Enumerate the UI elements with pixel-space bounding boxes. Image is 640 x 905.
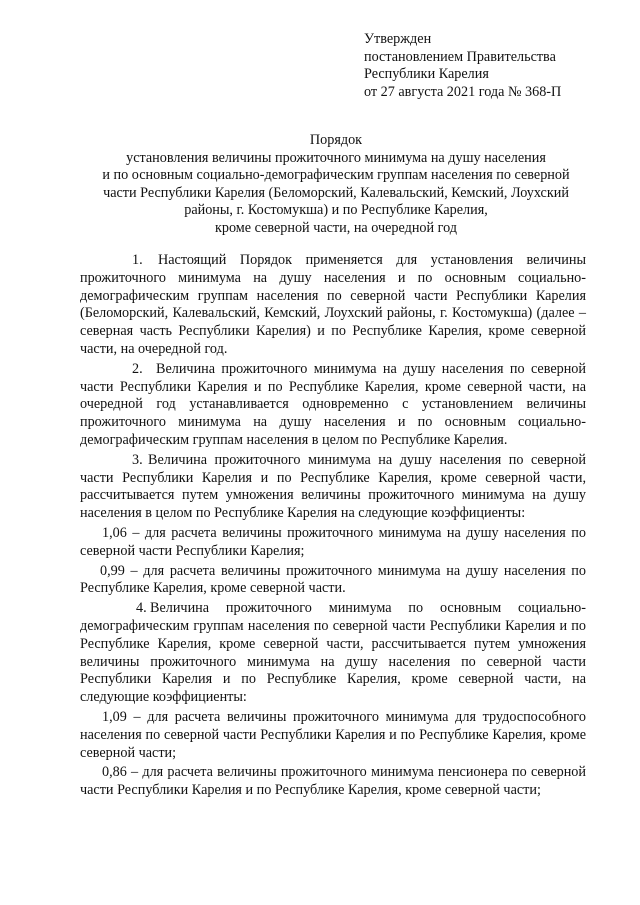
paragraph-2 <box>80 361 586 450</box>
document-body <box>80 252 586 802</box>
paragraph-3a: 1,06 – для расчета величины прожиточного минимума на душу населения по северной части Республики Карелия; <box>80 524 586 559</box>
approval-line-resolution: постановлением Правительства <box>364 48 556 65</box>
paragraph-4a: 1,09 – для расчета величины прожиточного минимума для трудоспособного населения по северной части Республики Карелия и по Республике Карелия, кроме северной части; <box>80 708 586 761</box>
approval-line-date-number: от 27 августа 2021 года № 368-П <box>364 83 562 100</box>
paragraph-1 <box>80 252 586 359</box>
title-line-5: районы, г. Костомукша) и по Республике Карелия, <box>184 202 488 218</box>
paragraph-3 <box>80 452 586 523</box>
paragraph-3-number: 3. <box>132 451 143 468</box>
paragraph-3b: 0,99 – для расчета величины прожиточного минимума на душу населения по Республике Карелия, кроме северной части. <box>80 562 586 597</box>
paragraph-2-text: Величина прожиточного минимума на душу населения по северной части Республики Карелия и по Республике Карелия, кроме северной части, на очередной год устанавливается одновременно с установлением величины прожиточного минимума на душу населения и по основным социально-демографическим группам населения в целом по Республике Карелия. <box>80 360 586 448</box>
approval-line-republic: Республики Карелия <box>364 66 489 82</box>
paragraph-4-text: Величина прожиточного минимума по основным социально-демографическим группам населения по северной части Республики Карелия и по Республике Карелия, кроме северной части, рассчитывается путем умножения величины прожиточного минимума на душу населения по северной части Республики Карелия и по Республике Карелия, кроме северной части, на следующие коэффициенты: <box>80 600 586 706</box>
title-line-1: Порядок <box>309 132 363 148</box>
paragraph-4 <box>80 600 586 707</box>
paragraph-3-text: Величина прожиточного минимума на душу населения по северной части Республики Карелия и по Республике Карелия, кроме северной части, рассчитывается путем умножения величины прожиточного минимума на душу населения в целом по Республике Карелия на следующие коэффициенты: <box>80 451 586 522</box>
title-line-3: и по основным социально-демографическим группам населения по северной <box>102 167 570 183</box>
paragraph-2-number: 2. <box>132 360 143 377</box>
approval-line-approved: Утвержден <box>364 31 432 47</box>
document-title <box>80 132 592 237</box>
title-line-2: установления величины прожиточного минимума на душу населения <box>126 149 546 166</box>
title-line-4: части Республики Карелия (Беломорский, Калевальский, Кемский, Лоухский <box>103 184 569 201</box>
paragraph-4-number: 4. <box>136 600 147 617</box>
paragraph-1-number: 1. <box>132 252 143 268</box>
paragraph-4b: 0,86 – для расчета величины прожиточного минимума пенсионера по северной части Республики Карелия и по Республике Карелия, кроме северной части; <box>80 764 586 799</box>
paragraph-1-text: Настоящий Порядок применяется для установления величины прожиточного минимума на душу населения и по основным социально-демографическим группам населения по северной части Республики Карелия (Беломорский, Калевальский, Кемский, Лоухский районы, г. Костомукша) (далее – северная часть Республики Карелия) и по Республике Карелия, кроме северной части, на очередной год. <box>80 252 586 357</box>
approval-block <box>364 31 634 101</box>
title-line-6: кроме северной части, на очередной год <box>214 219 458 236</box>
